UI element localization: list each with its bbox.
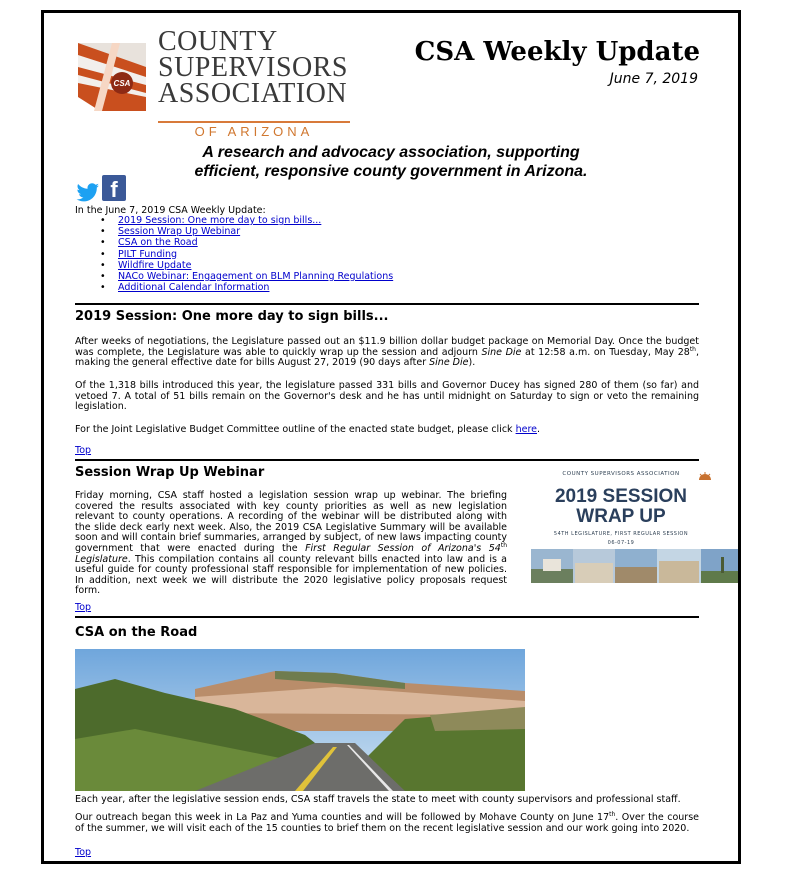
csa-logo [72, 27, 354, 139]
toc-link-road[interactable]: CSA on the Road [118, 237, 198, 249]
toc-item [100, 215, 393, 226]
toc-item [100, 260, 393, 271]
section-title-road: CSA on the Road [75, 625, 198, 640]
photo-strip-image [531, 549, 741, 583]
tagline-line-1: A research and advocacy association, supporting [202, 144, 580, 161]
wrap-image-heading [531, 487, 711, 527]
newsletter-date: June 7, 2019 [609, 71, 698, 87]
text-run: Legislature [75, 553, 128, 565]
text-run: ). [468, 357, 476, 369]
toc-link-wildfire[interactable]: Wildfire Update [118, 259, 192, 271]
table-of-contents [100, 215, 393, 293]
road-landscape-photo [75, 649, 525, 791]
twitter-icon[interactable] [76, 183, 100, 203]
section-title-session: 2019 Session: One more day to sign bills... [75, 309, 389, 324]
text-run: After weeks of negotiations, the Legislature passed out an $11.9 billion dollar budget package on Memorial Day. Once the budget was complete, the Legislature was able to quickly wrap up the session and adjourn [75, 336, 699, 358]
arizona-state-icon [72, 37, 152, 117]
text-run: Our outreach began this week in La Paz and Yuma counties and will be followed by Mohave County on June 17 [75, 812, 610, 823]
tagline-line-2: efficient, responsive county government in Arizona. [194, 163, 588, 180]
toc-intro: In the June 7, 2019 CSA Weekly Update: [75, 205, 266, 216]
toc-item [100, 271, 393, 282]
section-divider [75, 303, 699, 305]
logo-badge-text: CSA [113, 79, 131, 88]
webinar-paragraph [75, 491, 507, 597]
sun-icon [697, 471, 713, 481]
toc-link-pilt[interactable]: PILT Funding [118, 248, 178, 260]
text-run: th [500, 541, 507, 549]
wrap-image-subtitle: 54TH LEGISLATURE, FIRST REGULAR SESSION [553, 531, 689, 537]
toc-link-webinar[interactable]: Session Wrap Up Webinar [118, 226, 241, 238]
top-link[interactable]: Top [75, 445, 92, 456]
logo-line-county: COUNTY [158, 26, 278, 57]
top-link[interactable]: Top [75, 602, 92, 613]
top-link[interactable]: Top [75, 847, 92, 858]
session-paragraph-3 [75, 425, 699, 436]
session-paragraph-2: Of the 1,318 bills introduced this year, the legislature passed 331 bills and Governor Ducey has signed 280 of them (so far) and vetoed 7. A total of 51 bills remain on the Governor's desk and he has until midnight on Saturday to sign or veto the remaining legislation. [75, 380, 699, 413]
text-run: First Regular Session of Arizona's 54 [305, 542, 501, 554]
wrap-image-line-2: WRAP UP [576, 506, 666, 527]
toc-item [100, 237, 393, 248]
wrap-up-image [531, 469, 741, 589]
budget-outline-link[interactable]: here [515, 424, 537, 435]
tagline [44, 143, 738, 181]
newsletter-title: CSA Weekly Update [414, 37, 700, 67]
text-run: Sine Die [429, 357, 469, 369]
logo-subtitle: OF ARIZONA [158, 121, 350, 139]
wrap-image-org: COUNTY SUPERVISORS ASSOCIATION [562, 471, 680, 477]
wrap-image-date: 06-07-19 [607, 540, 635, 546]
text-run: th [609, 810, 616, 818]
newsletter-frame [41, 10, 741, 864]
text-run: Sine Die [481, 346, 522, 358]
logo-line-association: ASSOCIATION [158, 78, 348, 109]
facebook-icon[interactable]: f [102, 175, 126, 201]
text-run: at 12:58 a.m. on Tuesday, May 28 [521, 346, 690, 358]
section-divider [75, 459, 699, 461]
section-divider [75, 616, 699, 618]
section-title-webinar: Session Wrap Up Webinar [75, 465, 265, 480]
text-run: . Over the course of the summer, we will visit each of the 15 counties to brief them on the recent legislative session and our work going into 2020. [75, 812, 699, 834]
text-run: th [689, 345, 696, 353]
road-paragraph-1: Each year, after the legislative session ends, CSA staff travels the state to meet with county supervisors and professional staff. [75, 794, 681, 805]
toc-link-calendar[interactable]: Additional Calendar Information [118, 282, 270, 294]
toc-item [100, 282, 393, 293]
road-paragraph-2 [75, 810, 699, 834]
text-run: Friday morning, CSA staff hosted a legislation session wrap up webinar. The briefing covered the results associated with key county priorities as well as new legislation relevant to county operations. A recording of the webinar will be distributed along with the slide deck early next week. Also, the 2019 CSA Legislative Summary will be available soon and will contain brief summaries, arranged by subject, of new laws impacting county government that were enacted during the [75, 490, 507, 554]
text-run: , making the general effective date for bills August 27, 2019 (90 days after [75, 346, 699, 369]
toc-item [100, 249, 393, 260]
logo-line-supervisors: SUPERVISORS [158, 52, 348, 83]
text-run: For the Joint Legislative Budget Committee outline of the enacted state budget, please click [75, 424, 516, 435]
toc-item [100, 226, 393, 237]
text-run: . [537, 424, 541, 435]
toc-link-session[interactable]: 2019 Session: One more day to sign bills... [118, 215, 322, 226]
text-run: . This compilation contains all county relevant bills enacted into law and is a useful guide for county professional staff responsible for implementation of new policies. In addition, next week we will distribute the 2020 legislative policy proposals request form. [75, 553, 507, 597]
logo-name [158, 26, 348, 109]
wrap-image-line-1: 2019 SESSION [554, 486, 688, 507]
toc-link-naco[interactable]: NACo Webinar: Engagement on BLM Planning Regulations [118, 271, 394, 283]
session-paragraph-1 [75, 337, 699, 369]
